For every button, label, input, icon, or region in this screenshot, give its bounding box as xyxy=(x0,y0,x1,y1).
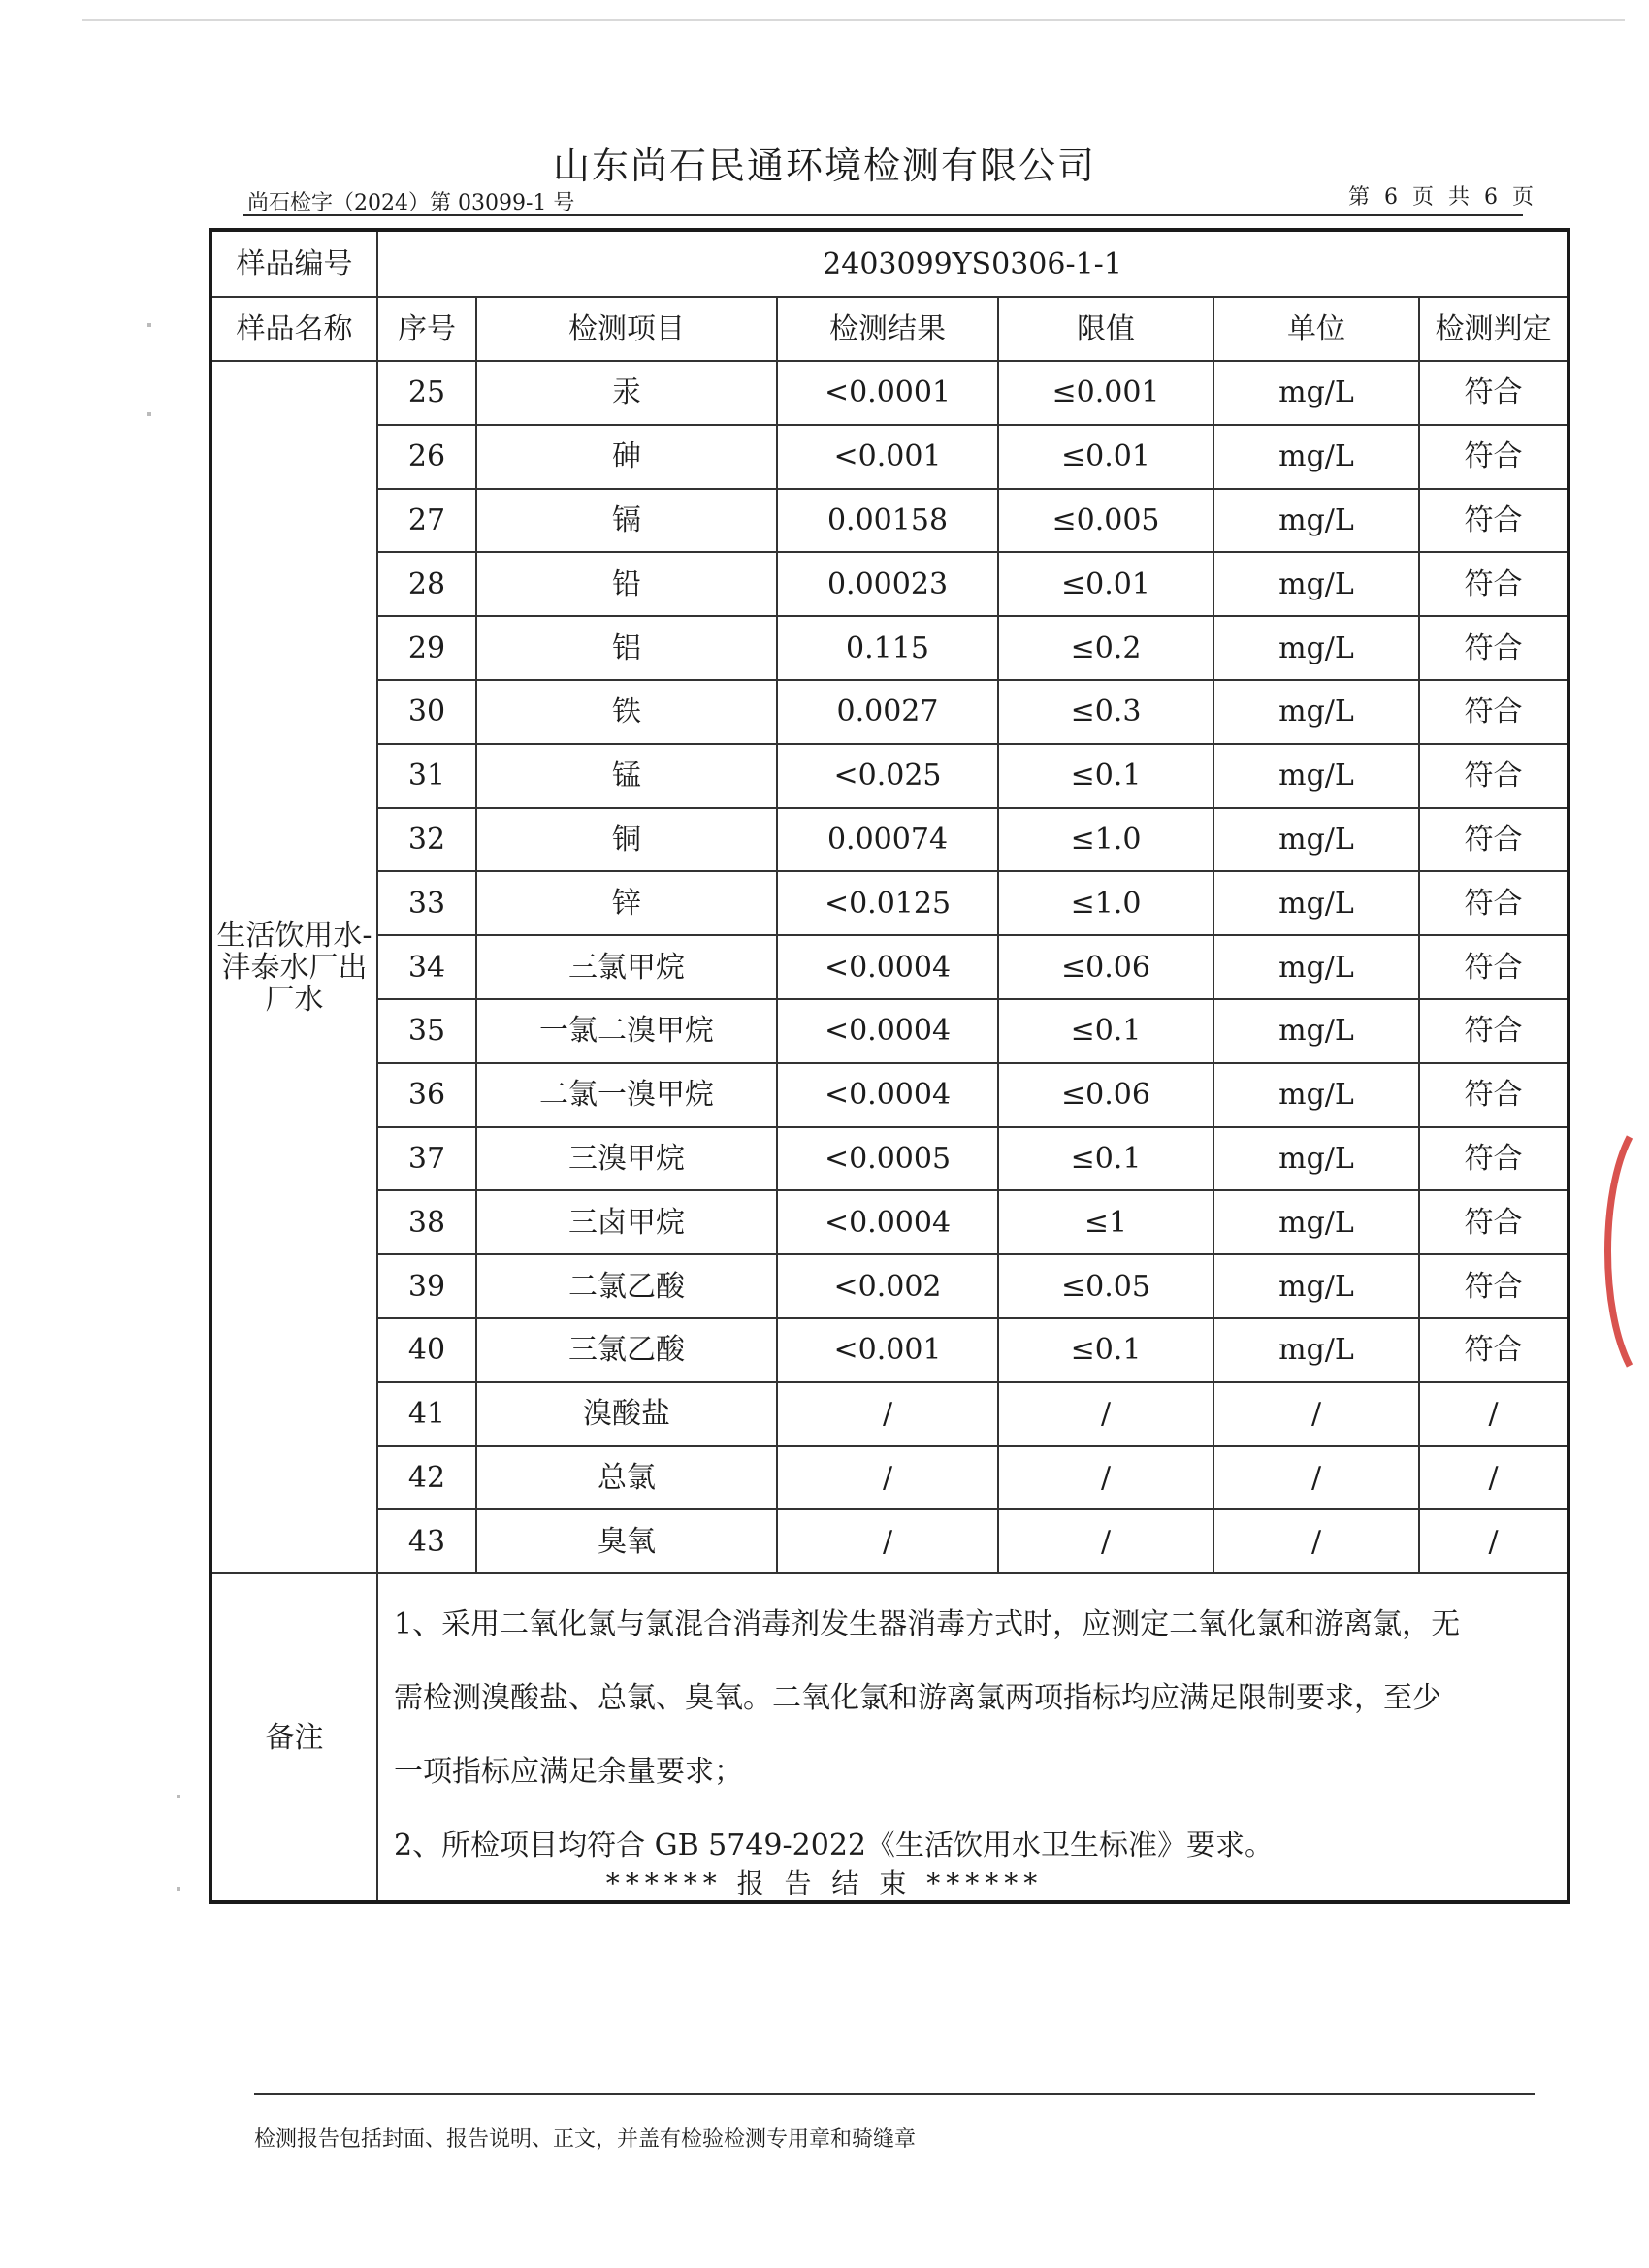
test-item: 二氯乙酸 xyxy=(476,1254,777,1318)
verdict: 符合 xyxy=(1419,808,1568,872)
column-header-row xyxy=(210,297,1568,361)
column-header: 检测判定 xyxy=(1419,297,1568,361)
scan-speck xyxy=(147,323,151,327)
scan-speck xyxy=(177,1795,180,1798)
unit: mg/L xyxy=(1213,1190,1419,1254)
seal-stamp-fragment xyxy=(1591,1135,1649,1368)
unit: mg/L xyxy=(1213,1254,1419,1318)
test-item: 铝 xyxy=(476,616,777,680)
limit-value: ≤0.001 xyxy=(998,361,1213,425)
verdict: 符合 xyxy=(1419,1127,1568,1191)
test-item: 三氯甲烷 xyxy=(476,935,777,999)
limit-value: / xyxy=(998,1382,1213,1446)
note-line: 2、所检项目均符合 GB 5749-2022《生活饮用水卫生标准》要求。 xyxy=(394,1829,1275,1863)
test-result: 0.00074 xyxy=(777,808,998,872)
test-result: <0.0004 xyxy=(777,935,998,999)
test-result: <0.0004 xyxy=(777,1190,998,1254)
unit: mg/L xyxy=(1213,552,1419,616)
column-header: 检测结果 xyxy=(777,297,998,361)
table-row xyxy=(210,1190,1568,1254)
limit-value: ≤0.01 xyxy=(998,425,1213,489)
unit: mg/L xyxy=(1213,744,1419,808)
verdict: 符合 xyxy=(1419,489,1568,553)
test-result: <0.0004 xyxy=(777,999,998,1063)
company-name: 山东尚石民通环境检测有限公司 xyxy=(552,145,1096,187)
table-row xyxy=(210,744,1568,808)
test-item: 汞 xyxy=(476,361,777,425)
test-item: 二氯一溴甲烷 xyxy=(476,1063,777,1127)
verdict: / xyxy=(1419,1382,1568,1446)
table-row xyxy=(210,552,1568,616)
sample-name: 生活饮用水-沣泰水厂出厂水 xyxy=(210,361,377,1573)
unit: mg/L xyxy=(1213,999,1419,1063)
verdict: 符合 xyxy=(1419,552,1568,616)
row-number: 42 xyxy=(377,1446,476,1510)
column-header: 样品名称 xyxy=(210,297,377,361)
limit-value: / xyxy=(998,1446,1213,1510)
sample-id-label: 样品编号 xyxy=(210,230,377,297)
row-number: 37 xyxy=(377,1127,476,1191)
unit: / xyxy=(1213,1446,1419,1510)
test-item: 锰 xyxy=(476,744,777,808)
row-number: 27 xyxy=(377,489,476,553)
test-item: 三卤甲烷 xyxy=(476,1190,777,1254)
test-item: 一氯二溴甲烷 xyxy=(476,999,777,1063)
row-number: 29 xyxy=(377,616,476,680)
test-item: 臭氧 xyxy=(476,1509,777,1573)
notes-label: 备注 xyxy=(210,1573,377,1902)
sample-id-value: 2403099YS0306-1-1 xyxy=(377,230,1568,297)
limit-value: ≤0.01 xyxy=(998,552,1213,616)
test-result: <0.025 xyxy=(777,744,998,808)
row-number: 36 xyxy=(377,1063,476,1127)
verdict: 符合 xyxy=(1419,1318,1568,1382)
notes-content xyxy=(377,1573,1568,1902)
verdict: 符合 xyxy=(1419,935,1568,999)
verdict: 符合 xyxy=(1419,361,1568,425)
row-number: 33 xyxy=(377,871,476,935)
table-row xyxy=(210,361,1568,425)
table-row xyxy=(210,1063,1568,1127)
test-result: <0.0001 xyxy=(777,361,998,425)
test-result: <0.0125 xyxy=(777,871,998,935)
sample-id-row xyxy=(210,230,1568,297)
limit-value: ≤0.1 xyxy=(998,744,1213,808)
test-result: <0.0005 xyxy=(777,1127,998,1191)
column-header: 限值 xyxy=(998,297,1213,361)
note-line: 需检测溴酸盐、总氯、臭氧。二氧化氯和游离氯两项指标均应满足限制要求，至少 xyxy=(394,1681,1441,1716)
limit-value: ≤0.1 xyxy=(998,999,1213,1063)
row-number: 38 xyxy=(377,1190,476,1254)
test-result: / xyxy=(777,1382,998,1446)
row-number: 41 xyxy=(377,1382,476,1446)
results-table xyxy=(209,228,1570,1904)
limit-value: ≤0.3 xyxy=(998,680,1213,744)
verdict: 符合 xyxy=(1419,1063,1568,1127)
row-number: 40 xyxy=(377,1318,476,1382)
footer-rule xyxy=(254,2093,1535,2095)
test-result: <0.0004 xyxy=(777,1063,998,1127)
row-number: 30 xyxy=(377,680,476,744)
report-end-mark: ****** 报 告 结 束 ****** xyxy=(605,1867,1044,1899)
row-number: 43 xyxy=(377,1509,476,1573)
test-item: 镉 xyxy=(476,489,777,553)
table-row xyxy=(210,1254,1568,1318)
test-item: 三氯乙酸 xyxy=(476,1318,777,1382)
test-item: 铅 xyxy=(476,552,777,616)
results-table-body xyxy=(210,230,1568,1902)
verdict: 符合 xyxy=(1419,1254,1568,1318)
verdict: / xyxy=(1419,1446,1568,1510)
limit-value: ≤0.06 xyxy=(998,1063,1213,1127)
column-header: 单位 xyxy=(1213,297,1419,361)
unit: mg/L xyxy=(1213,489,1419,553)
limit-value: ≤1 xyxy=(998,1190,1213,1254)
table-row xyxy=(210,1318,1568,1382)
unit: mg/L xyxy=(1213,935,1419,999)
test-result: / xyxy=(777,1446,998,1510)
table-row xyxy=(210,1127,1568,1191)
verdict: 符合 xyxy=(1419,744,1568,808)
page-indicator: 第 6 页 共 6 页 xyxy=(1348,185,1537,210)
limit-value: ≤0.005 xyxy=(998,489,1213,553)
row-number: 31 xyxy=(377,744,476,808)
column-header: 序号 xyxy=(377,297,476,361)
row-number: 32 xyxy=(377,808,476,872)
verdict: 符合 xyxy=(1419,999,1568,1063)
test-result: 0.0027 xyxy=(777,680,998,744)
row-number: 25 xyxy=(377,361,476,425)
test-item: 溴酸盐 xyxy=(476,1382,777,1446)
verdict: 符合 xyxy=(1419,1190,1568,1254)
unit: mg/L xyxy=(1213,1318,1419,1382)
test-result: <0.001 xyxy=(777,425,998,489)
scan-edge-line xyxy=(82,19,1625,21)
limit-value: ≤0.2 xyxy=(998,616,1213,680)
verdict: 符合 xyxy=(1419,680,1568,744)
test-item: 三溴甲烷 xyxy=(476,1127,777,1191)
limit-value: ≤0.06 xyxy=(998,935,1213,999)
table-row xyxy=(210,616,1568,680)
unit: mg/L xyxy=(1213,1063,1419,1127)
table-row xyxy=(210,425,1568,489)
test-item: 铜 xyxy=(476,808,777,872)
test-result: 0.00158 xyxy=(777,489,998,553)
limit-value: ≤1.0 xyxy=(998,808,1213,872)
unit: / xyxy=(1213,1509,1419,1573)
limit-value: ≤0.1 xyxy=(998,1318,1213,1382)
row-number: 34 xyxy=(377,935,476,999)
row-number: 26 xyxy=(377,425,476,489)
test-result: 0.115 xyxy=(777,616,998,680)
scan-speck xyxy=(147,412,151,416)
table-row xyxy=(210,1382,1568,1446)
verdict: / xyxy=(1419,1509,1568,1573)
note-line: 一项指标应满足余量要求； xyxy=(394,1755,743,1790)
test-result: <0.002 xyxy=(777,1254,998,1318)
table-row xyxy=(210,871,1568,935)
unit: mg/L xyxy=(1213,808,1419,872)
limit-value: ≤1.0 xyxy=(998,871,1213,935)
verdict: 符合 xyxy=(1419,616,1568,680)
verdict: 符合 xyxy=(1419,871,1568,935)
table-row xyxy=(210,808,1568,872)
unit: mg/L xyxy=(1213,361,1419,425)
note-line: 1、采用二氧化氯与氯混合消毒剂发生器消毒方式时，应测定二氧化氯和游离氯，无 xyxy=(394,1607,1461,1642)
test-result: 0.00023 xyxy=(777,552,998,616)
column-header: 检测项目 xyxy=(476,297,777,361)
table-row xyxy=(210,489,1568,553)
limit-value: ≤0.1 xyxy=(998,1127,1213,1191)
header-rule xyxy=(242,214,1523,216)
table-row xyxy=(210,999,1568,1063)
unit: mg/L xyxy=(1213,425,1419,489)
test-item: 砷 xyxy=(476,425,777,489)
unit: mg/L xyxy=(1213,1127,1419,1191)
footer-note: 检测报告包括封面、报告说明、正文，并盖有检验检测专用章和骑缝章 xyxy=(254,2127,917,2152)
table-row xyxy=(210,1509,1568,1573)
row-number: 39 xyxy=(377,1254,476,1318)
unit: / xyxy=(1213,1382,1419,1446)
test-item: 锌 xyxy=(476,871,777,935)
scan-speck xyxy=(177,1887,180,1891)
test-item: 总氯 xyxy=(476,1446,777,1510)
row-number: 28 xyxy=(377,552,476,616)
row-number: 35 xyxy=(377,999,476,1063)
test-result: / xyxy=(777,1509,998,1573)
table-row xyxy=(210,935,1568,999)
test-result: <0.001 xyxy=(777,1318,998,1382)
limit-value: / xyxy=(998,1509,1213,1573)
unit: mg/L xyxy=(1213,680,1419,744)
table-row xyxy=(210,680,1568,744)
limit-value: ≤0.05 xyxy=(998,1254,1213,1318)
verdict: 符合 xyxy=(1419,425,1568,489)
unit: mg/L xyxy=(1213,871,1419,935)
notes-row xyxy=(210,1573,1568,1902)
table-row xyxy=(210,1446,1568,1510)
test-item: 铁 xyxy=(476,680,777,744)
report-number: 尚石检字（2024）第 03099-1 号 xyxy=(247,191,575,215)
unit: mg/L xyxy=(1213,616,1419,680)
